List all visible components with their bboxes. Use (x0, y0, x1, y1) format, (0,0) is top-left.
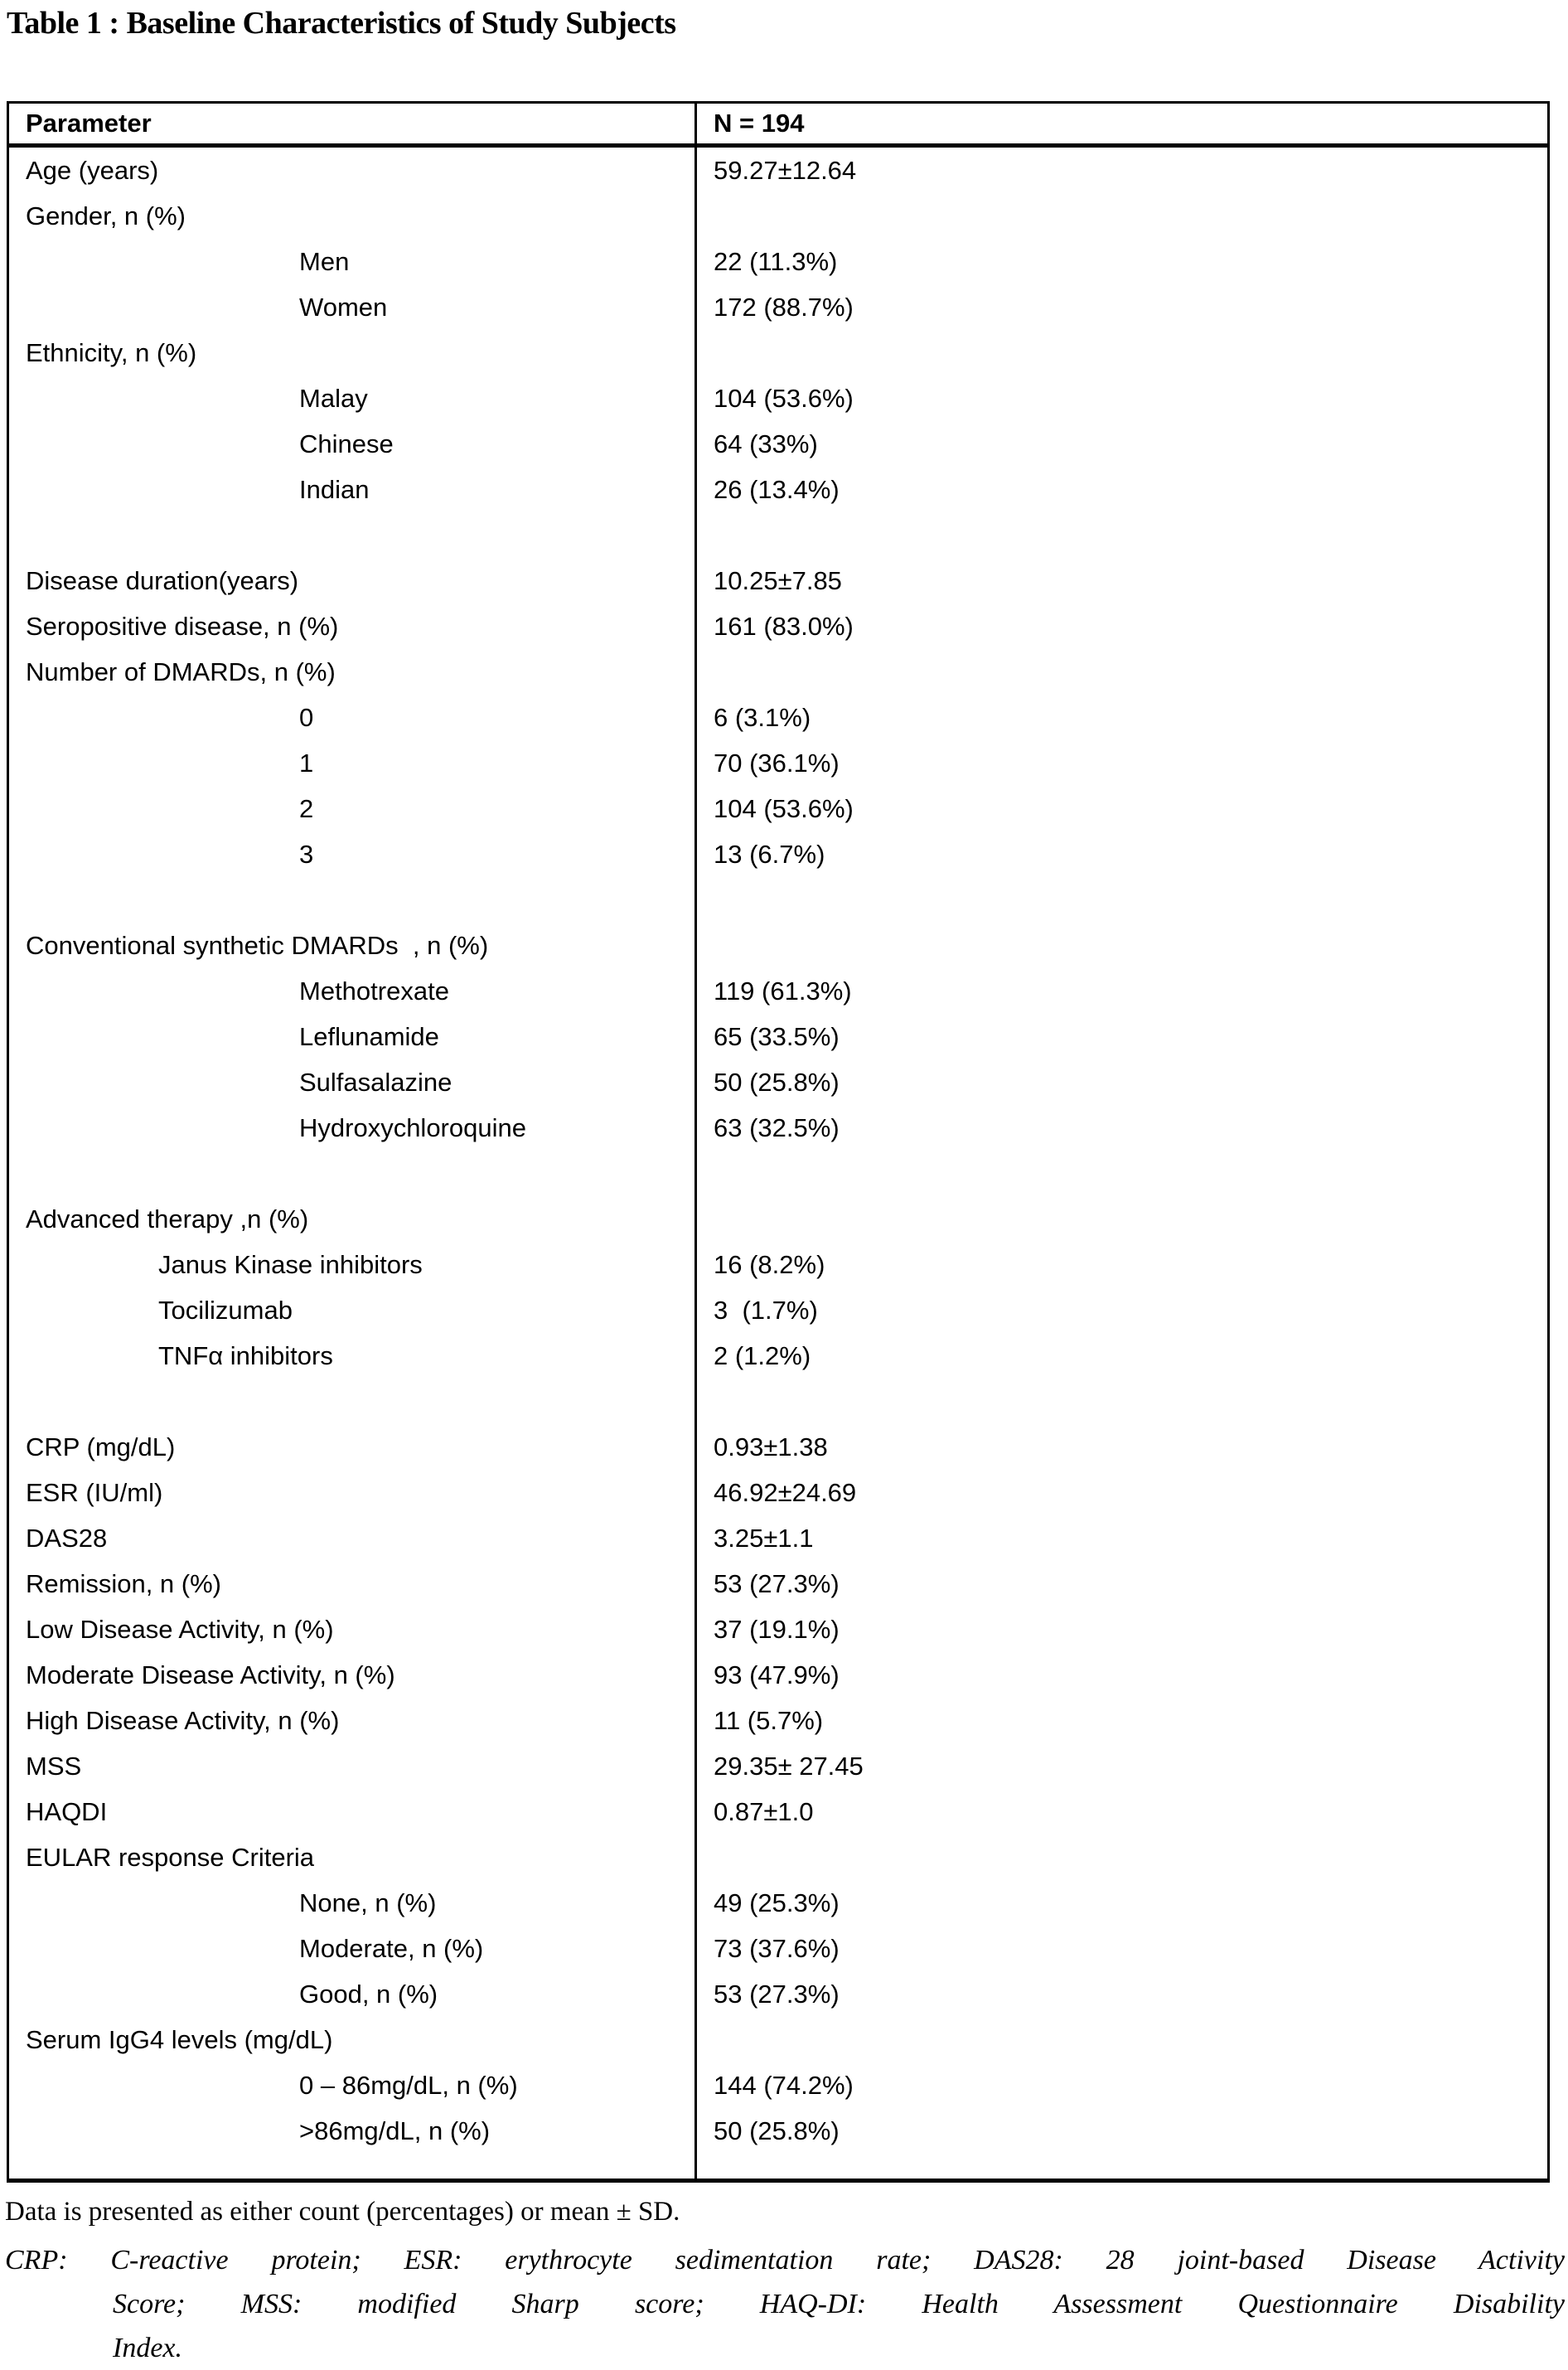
row-value: 16 (8.2%) (714, 1250, 825, 1279)
table-row (9, 1196, 1547, 1242)
row-value: 3.25±1.1 (714, 1524, 814, 1553)
table-row (9, 603, 1547, 649)
row-parameter: None, n (%) (9, 1880, 697, 1926)
row-value: 49 (25.3%) (714, 1888, 840, 1917)
row-value: 29.35± 27.45 (714, 1752, 864, 1781)
row-value: 2 (1.2%) (714, 1341, 811, 1370)
row-value (697, 1151, 1547, 1196)
table-row (9, 1561, 1547, 1607)
row-parameter: Indian (9, 467, 697, 512)
row-parameter: High Disease Activity, n (%) (9, 1698, 697, 1743)
row-value: 59.27±12.64 (714, 156, 857, 185)
row-parameter: DAS28 (9, 1515, 697, 1561)
row-value: 70 (36.1%) (714, 749, 840, 778)
row-parameter: Hydroxychloroquine (9, 1105, 697, 1151)
abbreviations-footnote (5, 2238, 1565, 2370)
row-value: 73 (37.6%) (714, 1934, 840, 1963)
table-row (9, 1515, 1547, 1561)
row-value (697, 1379, 1547, 1424)
row-parameter: Conventional synthetic DMARDs , n (%) (9, 923, 697, 968)
table-row (9, 148, 1547, 193)
table-row (9, 1333, 1547, 1379)
baseline-characteristics-table (7, 101, 1550, 2183)
table-row (9, 786, 1547, 831)
table-row (9, 2108, 1547, 2154)
row-value (697, 649, 1547, 695)
row-value: 6 (3.1%) (714, 703, 811, 732)
row-value: 119 (61.3%) (714, 977, 852, 1006)
abbrev-line-1: CRP: C-reactive protein; ESR: erythrocyte sedimentation rate; DAS28: 28 joint-based Disease Activity (5, 2245, 1565, 2275)
row-parameter: 2 (9, 786, 697, 831)
row-value: 64 (33%) (714, 429, 818, 458)
table-row (9, 831, 1547, 877)
table-row (9, 1743, 1547, 1789)
row-parameter: Janus Kinase inhibitors (9, 1242, 697, 1287)
table-row (9, 284, 1547, 330)
row-value (697, 923, 1547, 968)
row-value (697, 2154, 1547, 2179)
row-parameter: Malay (9, 376, 697, 421)
table-row (9, 558, 1547, 603)
table-row (9, 1424, 1547, 1470)
table-row (9, 1105, 1547, 1151)
row-parameter (9, 877, 697, 923)
row-value: 0.87±1.0 (714, 1797, 814, 1826)
data-presentation-note: Data is presented as either count (percentages) or mean ± SD. (5, 2197, 680, 2227)
row-parameter: Seropositive disease, n (%) (9, 603, 697, 649)
row-parameter: 0 – 86mg/dL, n (%) (9, 2062, 697, 2108)
row-parameter: Age (years) (9, 148, 697, 193)
row-value: 144 (74.2%) (714, 2071, 854, 2100)
table-row (9, 740, 1547, 786)
table-row (9, 923, 1547, 968)
row-value: 53 (27.3%) (714, 1569, 840, 1598)
row-value: 104 (53.6%) (714, 794, 854, 823)
row-parameter: Leflunamide (9, 1014, 697, 1059)
row-parameter: MSS (9, 1743, 697, 1789)
row-value (697, 2017, 1547, 2062)
table-row (9, 695, 1547, 740)
row-value (697, 1196, 1547, 1242)
row-value (697, 1834, 1547, 1880)
row-value: 53 (27.3%) (714, 1980, 840, 2009)
row-parameter: EULAR response Criteria (9, 1834, 697, 1880)
row-value: 13 (6.7%) (714, 840, 825, 869)
table-row (9, 193, 1547, 239)
row-parameter: Women (9, 284, 697, 330)
row-parameter (9, 512, 697, 558)
table-row (9, 1789, 1547, 1834)
table-row (9, 376, 1547, 421)
table-title: Table 1 : Baseline Characteristics of Study Subjects (7, 6, 676, 41)
header-parameter: Parameter (9, 104, 697, 143)
row-value: 65 (33.5%) (714, 1022, 840, 1051)
row-parameter: 1 (9, 740, 697, 786)
row-parameter: TNFα inhibitors (9, 1333, 697, 1379)
row-parameter: Methotrexate (9, 968, 697, 1014)
row-parameter: ESR (IU/ml) (9, 1470, 697, 1515)
table-row (9, 877, 1547, 923)
row-value: 11 (5.7%) (714, 1706, 824, 1735)
row-parameter: Low Disease Activity, n (%) (9, 1607, 697, 1652)
table-row (9, 1059, 1547, 1105)
table-row (9, 2017, 1547, 2062)
row-value: 93 (47.9%) (714, 1660, 840, 1689)
row-parameter: Men (9, 239, 697, 284)
table-header-row (9, 104, 1547, 148)
table-row (9, 649, 1547, 695)
row-value (697, 877, 1547, 923)
abbrev-line-2: Score; MSS: modified Sharp score; HAQ-DI: Health Assessment Questionnaire Disability (113, 2289, 1565, 2319)
table-row (9, 1834, 1547, 1880)
abbrev-line-3: Index. (113, 2333, 183, 2363)
row-parameter: Ethnicity, n (%) (9, 330, 697, 376)
table-row (9, 1379, 1547, 1424)
row-value: 26 (13.4%) (714, 475, 840, 504)
row-parameter: Disease duration(years) (9, 558, 697, 603)
row-parameter: >86mg/dL, n (%) (9, 2108, 697, 2154)
table-row (9, 239, 1547, 284)
table-row (9, 1151, 1547, 1196)
row-value (697, 193, 1547, 239)
table-row (9, 2154, 1547, 2179)
table-row (9, 467, 1547, 512)
table-body (9, 148, 1547, 2179)
header-n: N = 194 (714, 109, 805, 138)
row-parameter: 3 (9, 831, 697, 877)
row-parameter (9, 2154, 697, 2179)
row-parameter (9, 1151, 697, 1196)
row-value: 37 (19.1%) (714, 1615, 840, 1644)
row-parameter: HAQDI (9, 1789, 697, 1834)
row-value: 104 (53.6%) (714, 384, 854, 413)
table-row (9, 1470, 1547, 1515)
row-value: 172 (88.7%) (714, 293, 854, 322)
row-value: 161 (83.0%) (714, 612, 854, 641)
row-value: 46.92±24.69 (714, 1478, 857, 1507)
row-value: 50 (25.8%) (714, 2116, 840, 2145)
row-parameter: Sulfasalazine (9, 1059, 697, 1105)
row-parameter: 0 (9, 695, 697, 740)
table-row (9, 1652, 1547, 1698)
table-row (9, 1242, 1547, 1287)
table-row (9, 1014, 1547, 1059)
row-value: 63 (32.5%) (714, 1113, 840, 1142)
table-row (9, 1698, 1547, 1743)
table-row (9, 1926, 1547, 1971)
row-value (697, 512, 1547, 558)
row-parameter: CRP (mg/dL) (9, 1424, 697, 1470)
table-row (9, 1880, 1547, 1926)
row-parameter (9, 1379, 697, 1424)
row-parameter: Moderate, n (%) (9, 1926, 697, 1971)
row-value (697, 330, 1547, 376)
row-value: 0.93±1.38 (714, 1432, 828, 1461)
row-parameter: Remission, n (%) (9, 1561, 697, 1607)
table-row (9, 968, 1547, 1014)
table-row (9, 1971, 1547, 2017)
row-parameter: Advanced therapy ,n (%) (9, 1196, 697, 1242)
row-parameter: Moderate Disease Activity, n (%) (9, 1652, 697, 1698)
table-row (9, 1287, 1547, 1333)
row-parameter: Number of DMARDs, n (%) (9, 649, 697, 695)
row-parameter: Chinese (9, 421, 697, 467)
table-row (9, 421, 1547, 467)
row-value: 10.25±7.85 (714, 566, 842, 595)
row-parameter: Good, n (%) (9, 1971, 697, 2017)
row-value: 22 (11.3%) (714, 247, 838, 276)
table-row (9, 2062, 1547, 2108)
row-value: 50 (25.8%) (714, 1068, 840, 1097)
table-row (9, 1607, 1547, 1652)
table-row (9, 512, 1547, 558)
row-parameter: Serum IgG4 levels (mg/dL) (9, 2017, 697, 2062)
table-row (9, 330, 1547, 376)
row-parameter: Gender, n (%) (9, 193, 697, 239)
row-parameter: Tocilizumab (9, 1287, 697, 1333)
row-value: 3 (1.7%) (714, 1296, 818, 1325)
